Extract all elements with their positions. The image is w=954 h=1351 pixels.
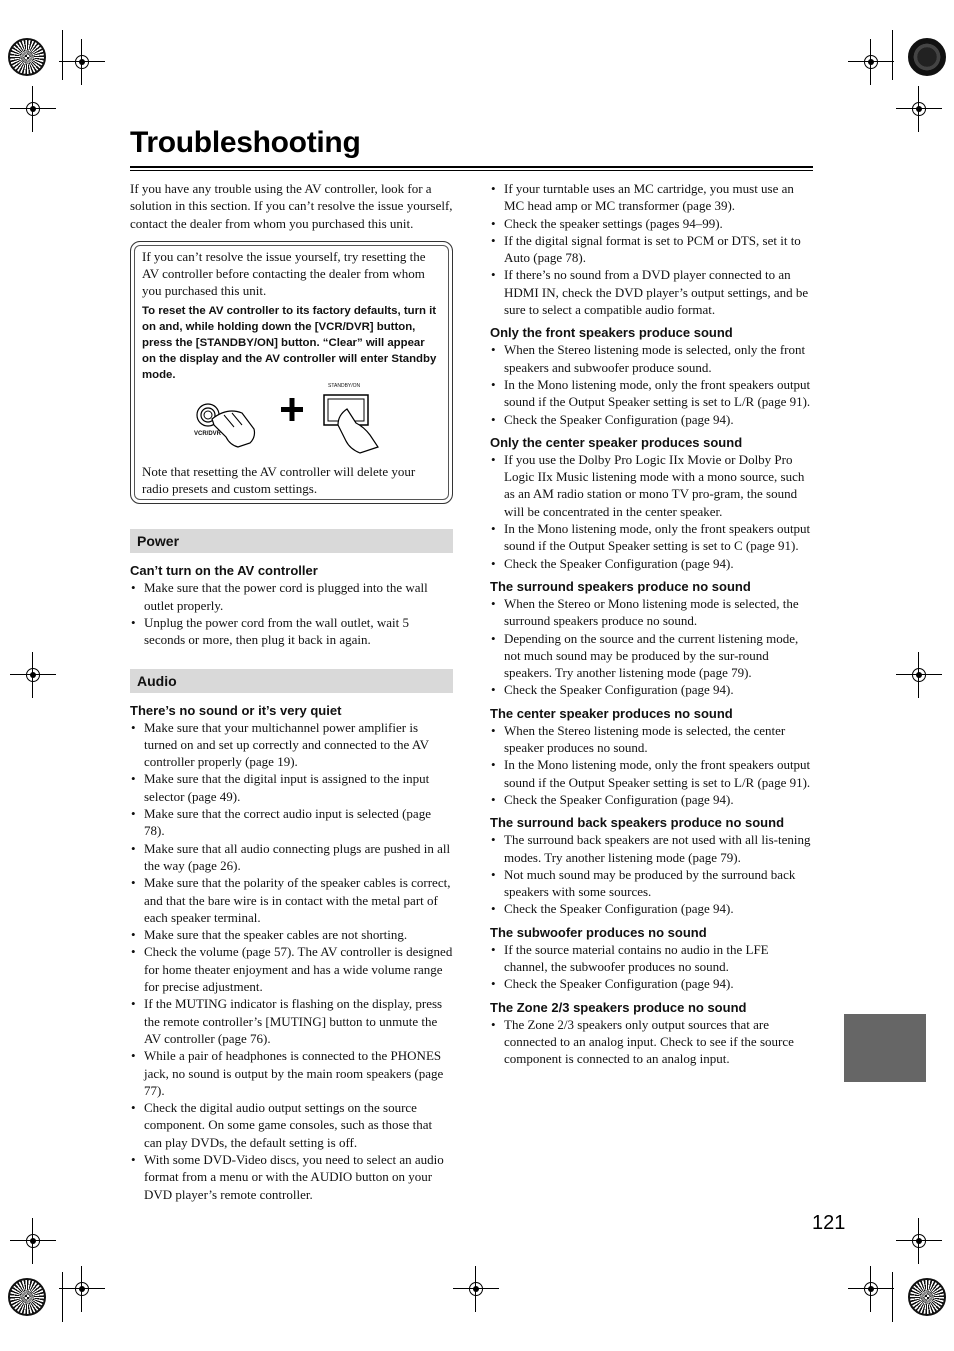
list-item: • If the source material contains no audio in the LFE channel, the subwoofer produces no sound. [490, 941, 813, 976]
list-item: • If the MUTING indicator is flashing on the display, press the remote controller’s [MUTING] button to unmute the AV controller (page 76). [130, 995, 453, 1047]
crosshair-mark [858, 49, 884, 75]
list-item: • In the Mono listening mode, only the front speakers output sound if the Output Speaker setting is set to L/R (page 91). [490, 376, 813, 411]
reset-note-box [130, 241, 453, 504]
list-item: • Check the Speaker Configuration (page 94). [490, 900, 813, 917]
intro-paragraph: If you have any trouble using the AV controller, look for a solution in this section. If you can’t resolve the issue yourself, contact the dealer from whom you purchased this unit. [130, 181, 453, 231]
list-item: • Make sure that the polarity of the speaker cables is correct, and that the bare wire is in contact with the metal part of each speaker terminal. [130, 874, 453, 926]
list-item: • If your turntable uses an MC cartridge, you must use an MC head amp or MC transformer (page 39). [490, 180, 813, 215]
list-item: • Make sure that the correct audio input is selected (page 78). [130, 805, 453, 840]
crosshair-mark [858, 1276, 884, 1302]
power-list [130, 579, 453, 648]
reset-illustration [142, 382, 441, 459]
list-item: • Make sure that the power cord is plugged into the wall outlet properly. [130, 579, 453, 614]
subhead-front-only: Only the front speakers produce sound [490, 325, 733, 341]
page-title: Troubleshooting [130, 126, 361, 159]
list-item: • In the Mono listening mode, only the front speakers output sound if the Output Speaker setting is set to L/R (page 91). [490, 756, 813, 791]
list-item: • When the Stereo listening mode is selected, the center speaker produces no sound. [490, 722, 813, 757]
print-register-mark [908, 38, 946, 76]
left-column [130, 180, 453, 1203]
crosshair-mark [20, 1228, 46, 1254]
audio-list [130, 719, 453, 1203]
crosshair-mark [906, 1228, 932, 1254]
subhead-surround-back-none: The surround back speakers produce no sound [490, 815, 785, 831]
list-item: • In the Mono listening mode, only the front speakers output sound if the Output Speaker setting is set to C (page 91). [490, 520, 813, 555]
list-item: • With some DVD-Video discs, you need to select an audio format from a menu or with the AUDIO button on your DVD player’s remote controller. [130, 1151, 453, 1203]
list-item: • Depending on the source and the current listening mode, not much sound may be produced by the sur-round speakers. Try another listening mode (page 79). [490, 630, 813, 682]
crosshair-mark [20, 662, 46, 688]
list-item: • Check the speaker settings (pages 94–99). [490, 215, 813, 232]
crosshair-mark [906, 96, 932, 122]
list-item: • Make sure that your multichannel power amplifier is turned on and set up correctly and connected to the AV controller properly (page 19). [130, 719, 453, 771]
print-register-mark [908, 1278, 946, 1316]
crop-mark [62, 1272, 63, 1322]
subwoofer-none-list [490, 941, 813, 993]
list-item: • If there’s no sound from a DVD player connected to an HDMI IN, check the DVD player’s output settings, and be sure to select a compatible audio format. [490, 266, 813, 318]
list-item: • Make sure that all audio connecting plugs are pushed in all the way (page 26). [130, 840, 453, 875]
right-column [490, 180, 813, 1067]
list-item: • Unplug the power cord from the wall outlet, wait 5 seconds or more, then plug it back in again. [130, 614, 453, 649]
surround-none-list [490, 595, 813, 699]
page-number: 121 [812, 1212, 846, 1234]
list-item: • If you use the Dolby Pro Logic IIx Movie or Dolby Pro Logic IIx Music listening mode with a mono source, such as an AM radio station or mono TV pro-gram, the sound will be concentrated in the center speaker. [490, 451, 813, 520]
list-item: • Make sure that the digital input is assigned to the input selector (page 49). [130, 770, 453, 805]
crosshair-mark [463, 1276, 489, 1302]
zone-none-list [490, 1016, 813, 1068]
chapter-tab [844, 1014, 926, 1082]
subhead-zone-none: The Zone 2/3 speakers produce no sound [490, 999, 747, 1015]
standby-on-label: STANDBY/ON [328, 382, 361, 389]
button-press-illustration [142, 389, 452, 459]
print-register-mark [8, 1278, 46, 1316]
crosshair-mark [69, 1276, 95, 1302]
subhead-no-sound: There’s no sound or it’s very quiet [130, 702, 342, 718]
list-item: • Check the Speaker Configuration (page 94). [490, 975, 813, 992]
front-only-list [490, 341, 813, 427]
print-register-mark [8, 38, 46, 76]
center-only-list [490, 451, 813, 572]
subhead-subwoofer-none: The subwoofer produces no sound [490, 924, 707, 940]
reset-note-footer: Note that resetting the AV controller will delete your radio presets and custom settings. [142, 463, 416, 497]
list-item: • While a pair of headphones is connected to the PHONES jack, no sound is output by the main room speakers (page 77). [130, 1047, 453, 1099]
center-none-list [490, 722, 813, 808]
title-rule [130, 166, 813, 168]
list-item: • Not much sound may be produced by the surround back speakers with some sources. [490, 866, 813, 901]
subhead-center-only: Only the center speaker produces sound [490, 434, 743, 450]
list-item: • Make sure that the speaker cables are not shorting. [130, 926, 453, 943]
surround-back-none-list [490, 831, 813, 917]
crosshair-mark [69, 49, 95, 75]
list-item: • Check the volume (page 57). The AV controller is designed for home theater enjoyment and has a wide volume range for precise adjustment. [130, 943, 453, 995]
list-item: • The Zone 2/3 speakers only output sources that are connected to an analog input. Check to see if the source component is connected to an analog input. [490, 1016, 813, 1068]
reset-note-lead: If you can’t resolve the issue yourself, try resetting the AV controller before contacting the dealer from whom you purchased this unit. [142, 248, 426, 299]
reset-note-instruction: To reset the AV controller to its factory defaults, turn it on and, while holding down the [VCR/DVR] button, press the [STANDBY/ON] button. “Clear” will appear on the display and the AV controller will enter Standby mode. [142, 304, 437, 381]
crop-mark [62, 30, 63, 80]
list-item: • The surround back speakers are not used with all lis-tening modes. Try another listening mode (page 79). [490, 831, 813, 866]
crop-mark [892, 30, 893, 80]
section-heading-audio: Audio [130, 669, 453, 693]
list-item: • Check the Speaker Configuration (page 94). [490, 411, 813, 428]
crosshair-mark [906, 662, 932, 688]
title-rule [130, 170, 813, 171]
crosshair-mark [20, 96, 46, 122]
list-item: • Check the Speaker Configuration (page 94). [490, 791, 813, 808]
subhead-center-none: The center speaker produces no sound [490, 705, 733, 721]
list-item: • When the Stereo or Mono listening mode is selected, the surround speakers produce no sound. [490, 595, 813, 630]
section-heading-power: Power [130, 529, 453, 553]
subhead-power: Can’t turn on the AV controller [130, 563, 318, 579]
list-item: • Check the digital audio output settings on the source component. On some game consoles, such as those that can play DVDs, the default setting is off. [130, 1099, 453, 1151]
list-item: • Check the Speaker Configuration (page 94). [490, 681, 813, 698]
crop-mark [892, 1272, 893, 1322]
list-item: • Check the Speaker Configuration (page 94). [490, 555, 813, 572]
subhead-surround-none: The surround speakers produce no sound [490, 578, 751, 594]
continued-list [490, 180, 813, 318]
vcr-dvr-label: VCR/DVR [194, 430, 222, 437]
list-item: • When the Stereo listening mode is selected, only the front speakers and subwoofer produce sound. [490, 341, 813, 376]
list-item: • If the digital signal format is set to PCM or DTS, set it to Auto (page 78). [490, 232, 813, 267]
